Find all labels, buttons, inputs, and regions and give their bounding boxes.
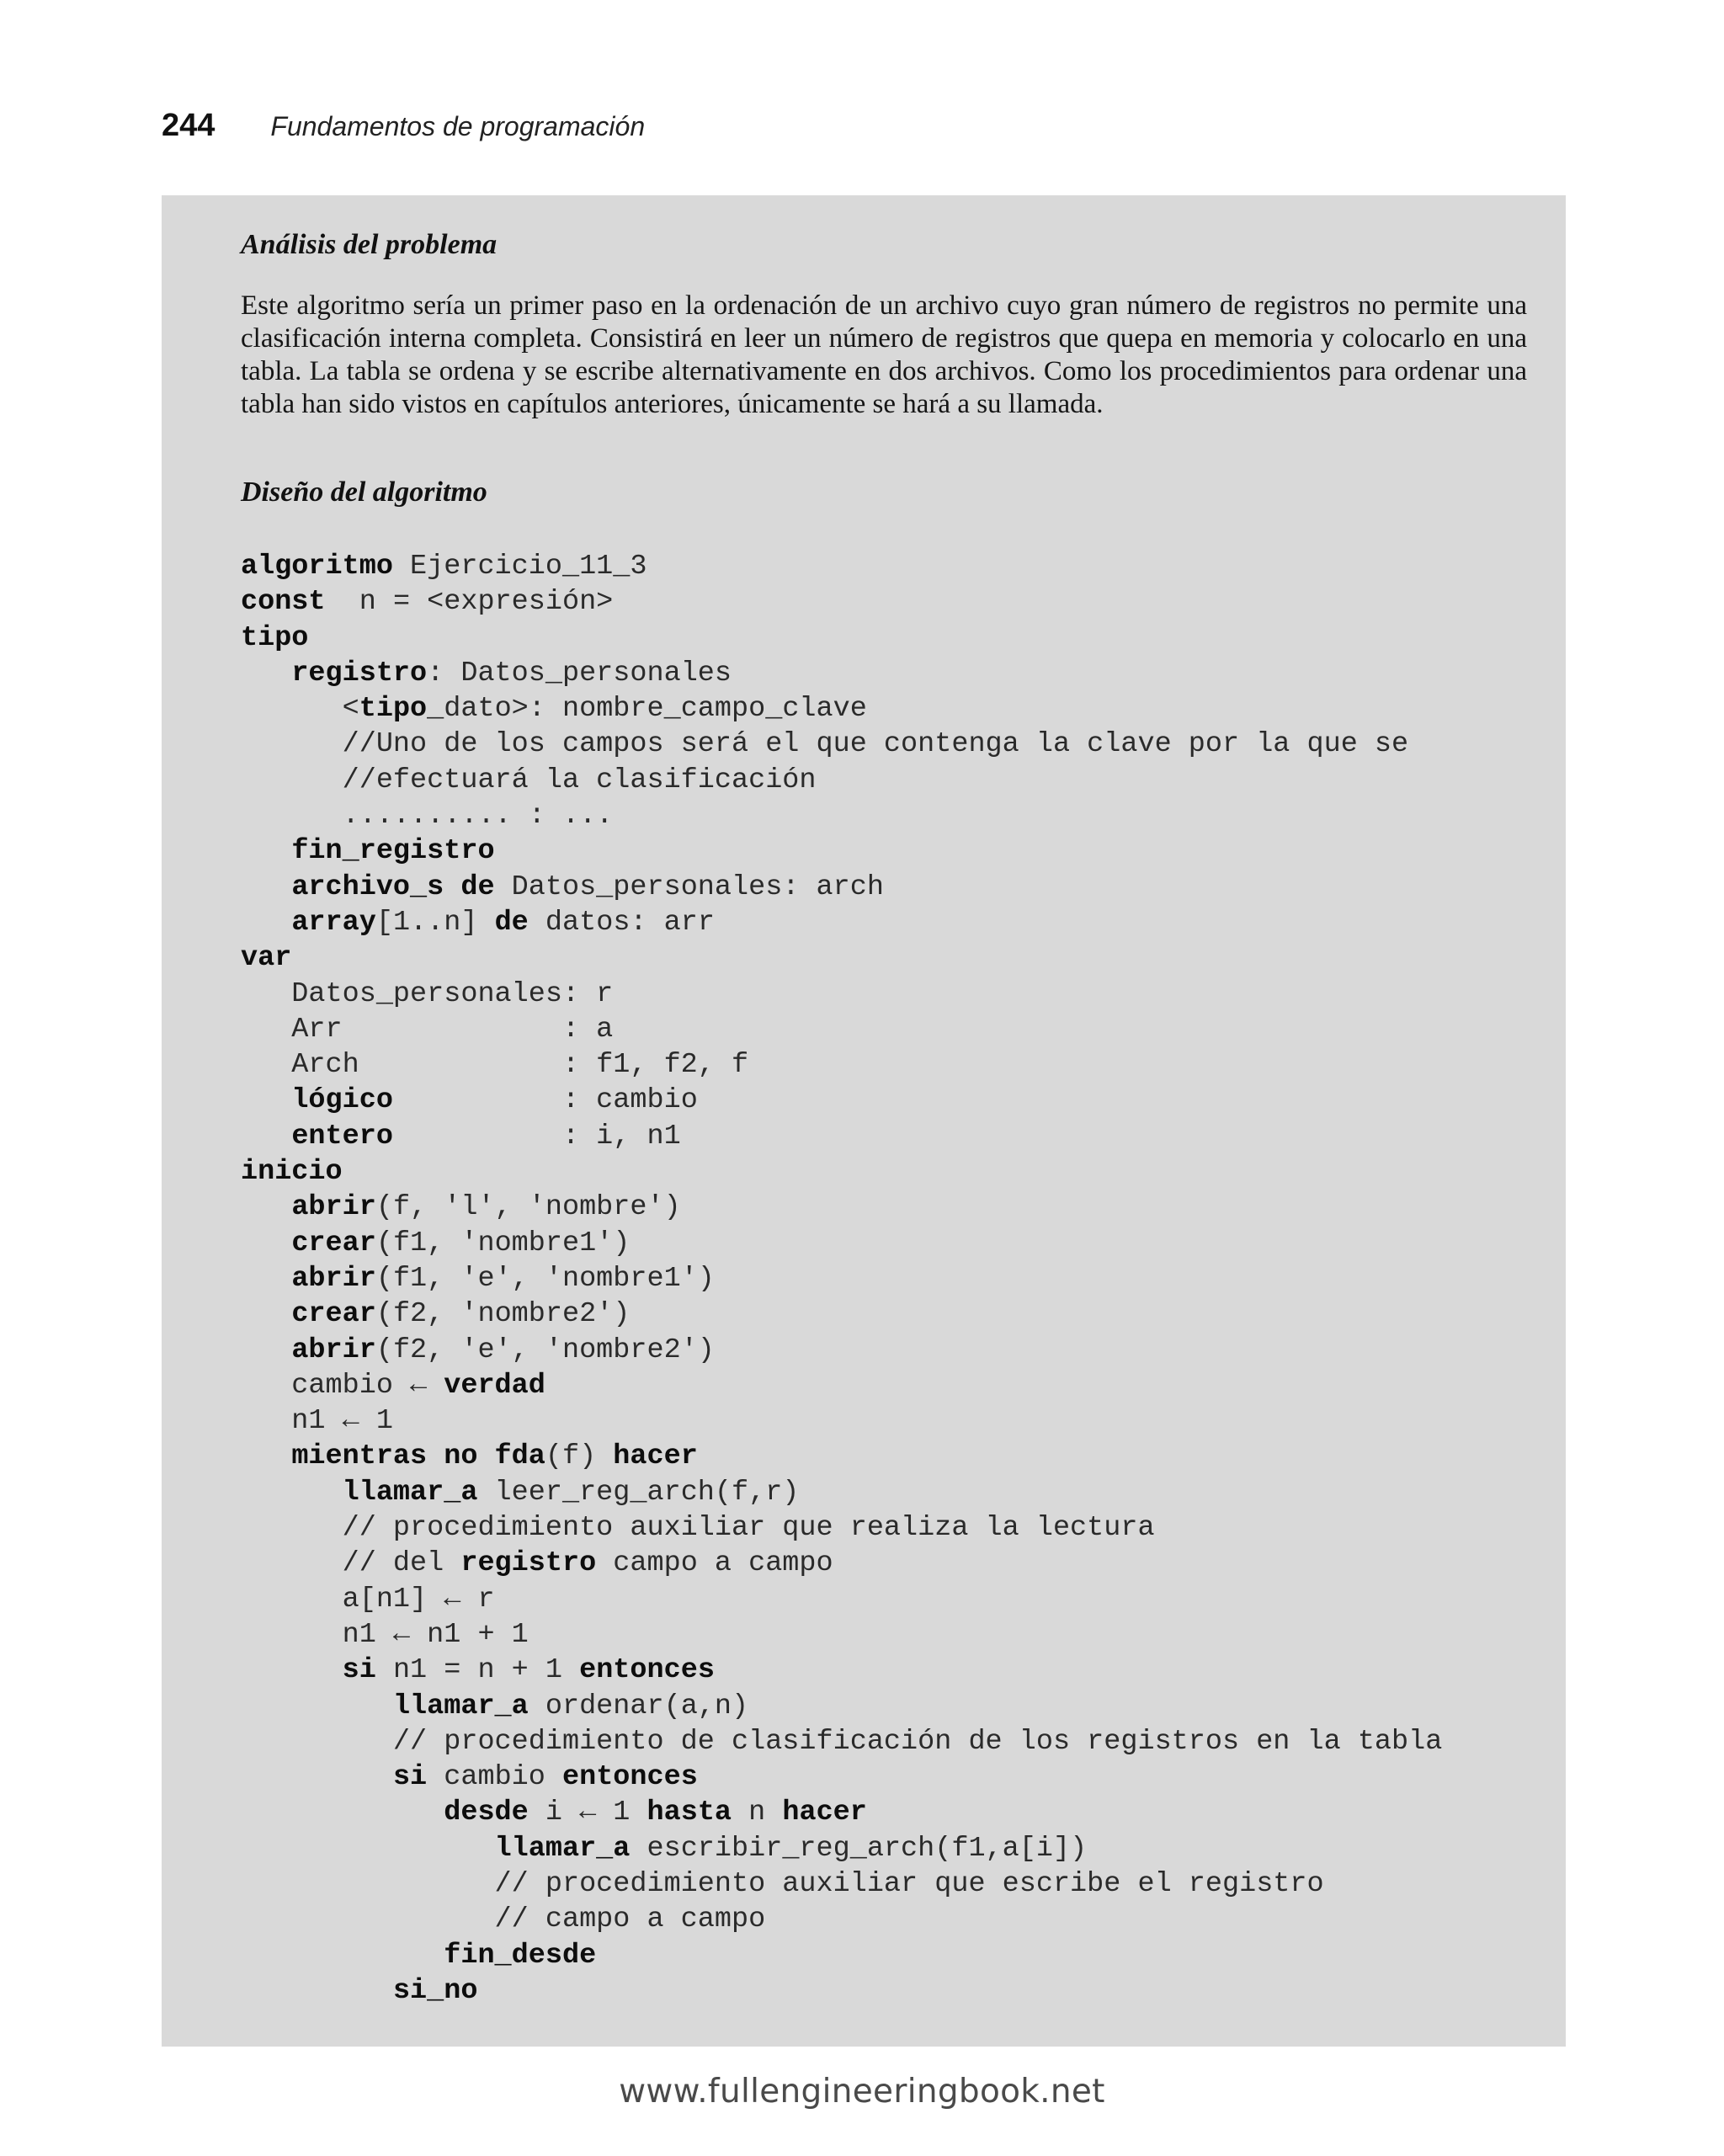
code-line	[241, 1296, 1527, 1332]
code-keyword: llamar_a	[342, 1476, 478, 1509]
code-text: Arr : a	[241, 1013, 614, 1046]
code-line	[241, 977, 1527, 1012]
code-keyword: const	[241, 586, 326, 619]
code-keyword: crear	[291, 1227, 376, 1259]
code-text: leer_reg_arch(f,r)	[477, 1476, 800, 1509]
code-text: <	[241, 693, 359, 726]
code-line	[241, 1866, 1527, 1902]
code-text: a[n1] ← r	[241, 1583, 495, 1616]
code-text: [1..n]	[375, 906, 495, 939]
code-text	[241, 1833, 495, 1865]
code-text	[241, 1797, 444, 1829]
code-text: : Datos_personales	[427, 657, 732, 689]
code-text: //Uno de los campos será el que contenga la clave por la que se	[241, 728, 1409, 761]
design-heading: Diseño del algoritmo	[241, 476, 487, 508]
code-line	[241, 1831, 1527, 1866]
code-keyword: lógico	[291, 1084, 393, 1117]
code-keyword: entonces	[561, 1761, 698, 1794]
code-line	[241, 1119, 1527, 1154]
code-text	[241, 1334, 291, 1366]
code-text: cambio ←	[241, 1369, 444, 1402]
pseudocode-block	[241, 549, 1527, 2009]
code-line	[241, 798, 1527, 833]
code-line	[241, 1510, 1527, 1546]
code-text: n1 = n + 1	[375, 1654, 580, 1687]
code-line	[241, 549, 1527, 584]
code-keyword: abrir	[291, 1334, 376, 1366]
page-number: 244	[162, 108, 216, 143]
code-keyword: si	[342, 1654, 376, 1687]
code-text: Datos_personales: arch	[494, 870, 884, 903]
code-line	[241, 763, 1527, 798]
code-text	[241, 907, 291, 939]
code-line	[241, 940, 1527, 976]
code-text: (f1, 'e', 'nombre1')	[375, 1262, 715, 1295]
code-text	[241, 871, 291, 903]
code-keyword: tipo	[241, 621, 309, 654]
code-text: // del	[241, 1547, 461, 1580]
code-text: : cambio	[392, 1084, 698, 1117]
code-text: (f1, 'nombre1')	[375, 1227, 631, 1259]
code-line	[241, 691, 1527, 727]
code-keyword: llamar_a	[392, 1690, 529, 1722]
code-line	[241, 1759, 1527, 1795]
code-keyword: fin_registro	[291, 835, 495, 868]
code-text: cambio	[427, 1761, 562, 1794]
code-keyword: tipo	[359, 693, 428, 726]
code-line	[241, 1653, 1527, 1688]
code-line	[241, 1724, 1527, 1759]
code-text	[241, 1940, 444, 1972]
analysis-heading: Análisis del problema	[241, 229, 498, 260]
page-header	[162, 108, 645, 150]
code-line	[241, 1475, 1527, 1510]
code-line	[241, 584, 1527, 620]
code-keyword: registro	[291, 657, 428, 689]
code-text	[241, 1690, 393, 1722]
code-line	[241, 1546, 1527, 1581]
code-text: _dato>: nombre_campo_clave	[427, 693, 867, 726]
code-text: ordenar(a,n)	[528, 1690, 749, 1722]
code-text	[241, 1227, 291, 1259]
code-keyword: var	[241, 942, 292, 975]
code-keyword: abrir	[291, 1191, 376, 1224]
code-keyword: verdad	[444, 1369, 545, 1402]
code-line	[241, 1083, 1527, 1118]
book-title: Fundamentos de programación	[270, 111, 646, 141]
code-line	[241, 620, 1527, 656]
code-text: (f, 'l', 'nombre')	[375, 1191, 681, 1224]
footer-url: www.fullengineeringbook.net	[619, 2073, 1105, 2111]
code-line	[241, 1047, 1527, 1083]
code-text	[241, 835, 291, 867]
code-line	[241, 1333, 1527, 1368]
code-keyword: hasta	[646, 1797, 732, 1829]
code-keyword: abrir	[291, 1262, 376, 1295]
code-text: n = <expresión>	[325, 586, 614, 619]
code-line	[241, 1261, 1527, 1296]
code-text: (f2, 'e', 'nombre2')	[375, 1334, 715, 1366]
code-keyword: de	[494, 906, 529, 939]
code-line	[241, 1582, 1527, 1617]
code-text: Ejercicio_11_3	[392, 551, 647, 583]
code-text	[241, 1477, 343, 1509]
code-keyword: array	[291, 906, 376, 939]
code-line	[241, 1795, 1527, 1830]
code-keyword: entonces	[579, 1654, 715, 1687]
code-text: Arch : f1, f2, f	[241, 1049, 749, 1082]
code-keyword: fin_desde	[444, 1939, 597, 1972]
code-keyword: inicio	[241, 1156, 343, 1189]
code-line	[241, 1154, 1527, 1190]
code-line	[241, 1902, 1527, 1937]
code-keyword: registro	[460, 1547, 597, 1580]
code-keyword: crear	[291, 1298, 376, 1331]
code-line	[241, 870, 1527, 905]
code-text	[241, 1121, 291, 1153]
code-text: // procedimiento de clasificación de los registros en la tabla	[241, 1725, 1443, 1758]
code-text: (f)	[545, 1440, 614, 1473]
code-line	[241, 1190, 1527, 1225]
code-text: n	[732, 1797, 783, 1829]
code-text: i ← 1	[528, 1797, 647, 1829]
code-line	[241, 1973, 1527, 2009]
exercise-box	[162, 195, 1566, 2047]
code-line	[241, 1012, 1527, 1047]
code-keyword: hacer	[782, 1797, 867, 1829]
code-line	[241, 1617, 1527, 1653]
code-line	[241, 1689, 1527, 1724]
code-text: campo a campo	[596, 1547, 833, 1580]
code-keyword: archivo_s de	[291, 870, 495, 903]
code-line	[241, 1226, 1527, 1261]
code-text: // campo a campo	[241, 1903, 766, 1936]
code-keyword: si_no	[392, 1974, 478, 2007]
code-line	[241, 727, 1527, 762]
code-text: //efectuará la clasificación	[241, 764, 817, 796]
code-keyword: entero	[291, 1120, 393, 1153]
code-text: : i, n1	[392, 1120, 681, 1153]
code-text	[241, 1654, 343, 1686]
code-text: n1 ← n1 + 1	[241, 1618, 529, 1651]
code-line	[241, 905, 1527, 940]
code-text	[241, 1084, 291, 1116]
code-text: n1 ← 1	[241, 1405, 393, 1438]
code-line	[241, 1439, 1527, 1474]
code-text	[241, 1298, 291, 1330]
code-text	[241, 1975, 393, 2007]
code-keyword: llamar_a	[494, 1832, 631, 1865]
code-keyword: hacer	[613, 1440, 698, 1473]
code-text: // procedimiento auxiliar que realiza la lectura	[241, 1512, 1155, 1545]
code-text	[241, 657, 291, 689]
code-text	[241, 1761, 393, 1793]
code-text: (f2, 'nombre2')	[375, 1298, 631, 1331]
code-text	[241, 1263, 291, 1295]
code-text	[241, 1191, 291, 1223]
code-line	[241, 1403, 1527, 1439]
code-text: datos: arr	[528, 906, 715, 939]
code-keyword: algoritmo	[241, 551, 393, 583]
code-line	[241, 1938, 1527, 1973]
code-line	[241, 656, 1527, 691]
code-text	[241, 1440, 291, 1472]
code-keyword: mientras no fda	[291, 1440, 545, 1473]
code-text: // procedimiento auxiliar que escribe el registro	[241, 1867, 1324, 1900]
code-text: escribir_reg_arch(f1,a[i])	[630, 1832, 1088, 1865]
code-line	[241, 833, 1527, 869]
code-keyword: si	[392, 1761, 428, 1794]
code-keyword: desde	[444, 1797, 529, 1829]
analysis-paragraph: Este algoritmo sería un primer paso en la ordenación de un archivo cuyo gran número de registros no permite una clasificación interna completa. Consistirá en leer un número de registros que quepa en memoria y colocarlo en una tabla. La tabla se ordena y se escribe alternativamente en dos archivos. Como los procedimientos para ordenar una tabla han sido vistos en capítulos anteriores, únicamente se hará a su llamada.	[241, 290, 1527, 419]
code-text: Datos_personales: r	[241, 977, 614, 1010]
code-line	[241, 1368, 1527, 1403]
code-text: .......... : ...	[241, 800, 614, 833]
